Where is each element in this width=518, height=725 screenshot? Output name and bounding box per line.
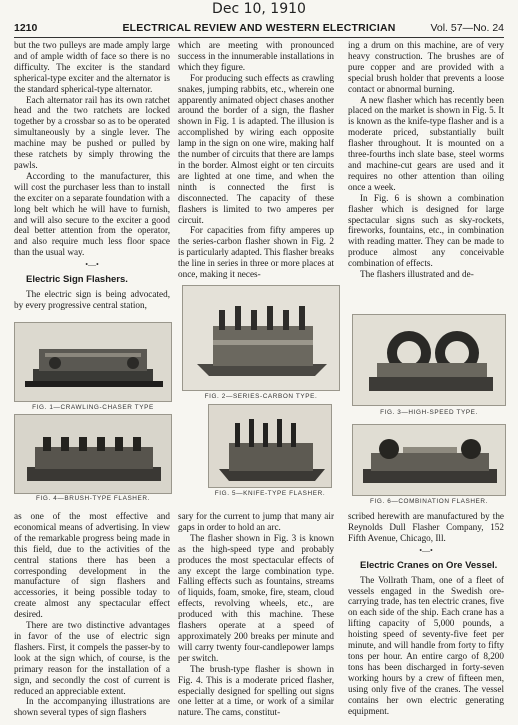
paragraph: The flasher shown in Fig. 3 is known as the high-speed type and probably produces the most spectacular effects of any except the large combination type. Falling effects such as fountains, streams of liquids, foam, smoke, fire, steam, cloud effects, revolving wheels, etc., are produced with this machine. These flashers operate at a speed of approximately 200 breaks per minute and will carry twenty four-candlepower lamps per switch. bbox=[178, 532, 334, 663]
figure-caption: FIG. 6—COMBINATION FLASHER. bbox=[370, 498, 488, 505]
page-number: 1210 bbox=[14, 22, 38, 34]
brush-type-flasher-photo bbox=[14, 414, 172, 494]
high-speed-flasher-photo bbox=[352, 314, 506, 406]
paragraph: sary for the current to jump that many air gaps in order to hold an arc. bbox=[178, 511, 334, 532]
figure-1 bbox=[14, 322, 172, 414]
figure-caption: FIG. 4—BRUSH-TYPE FLASHER. bbox=[36, 495, 150, 502]
bottom-column-3 bbox=[348, 511, 504, 716]
combination-flasher-photo bbox=[352, 424, 506, 496]
paragraph: A new flasher which has recently been placed on the market is shown in Fig. 5. It is known as the knife-type flasher and is a moderate priced, substantially built flasher throughout. It is mounted on a three-fourths inch slate base, steel worms and machine-cut gears are used and it requires no other attention than oiling once a week. bbox=[348, 94, 504, 192]
paragraph: For capacities from fifty amperes up the series-carbon flasher shown in Fig. 2 is particularly adapted. This flasher breaks the line in series in three or more places at once, making it neces- bbox=[178, 225, 334, 280]
paragraph: Each alternator rail has its own ratchet head and the two ratchets are locked together by a crossbar so as to be operated simultaneously by a single lever. The machine may be pushed or pulled by these ratchets by simply throwing the pawls. bbox=[14, 94, 170, 170]
figure-3 bbox=[352, 314, 506, 418]
figure-caption: FIG. 1—CRAWLING-CHASER TYPE bbox=[32, 404, 154, 411]
knife-type-flasher-photo bbox=[208, 404, 332, 488]
top-column-1 bbox=[14, 40, 170, 311]
figure-2 bbox=[182, 285, 340, 403]
paragraph: According to the manufacturer, this will cost the purchaser less than to install the exciter on a separate foundation with a long belt which he will have to furnish, and will also secure to the exciter a good deal better attention from the operator, and also require much less floor space than the usual way. bbox=[14, 170, 170, 258]
figure-caption: FIG. 5—KNIFE-TYPE FLASHER. bbox=[214, 490, 326, 497]
top-column-3 bbox=[348, 40, 504, 280]
paragraph: In the accompanying illustrations are shown several types of sign flashers bbox=[14, 696, 170, 718]
page-header bbox=[14, 22, 504, 36]
figure-caption: FIG. 2—SERIES-CARBON TYPE. bbox=[204, 393, 318, 400]
paragraph: ing a drum on this machine, are of very heavy construction. The brushes are of pure copper and are provided with a special brush holder that prevents a loose contact or abnormal burning. bbox=[348, 40, 504, 94]
paragraph: scribed herewith are manufactured by the Reynolds Dull Flasher Company, 152 Fifth Avenue, Chicago, Ill. bbox=[348, 511, 504, 543]
figure-caption: FIG. 3—HIGH-SPEED TYPE. bbox=[380, 409, 478, 416]
section-heading: Electric Sign Flashers. bbox=[26, 274, 128, 286]
paragraph: In Fig. 6 is shown a combination flasher which is designed for large spectacular signs such as sky-rockets, fireworks, fountains, etc., in combination with reading matter. They can be made to produce almost any conceivable combination of effects. bbox=[348, 192, 504, 269]
section-heading: Electric Cranes on Ore Vessel. bbox=[360, 559, 498, 571]
paragraph: The flashers illustrated and de- bbox=[360, 269, 474, 280]
figure-4 bbox=[14, 414, 172, 506]
paragraph: The Vollrath Tham, one of a fleet of vessels engaged in the Swedish ore-carrying trade, has ten electric cranes, five on each side of the ship. Each crane has a lifting capacity of 5,000 pounds, a hoisting speed of seventy-five feet per minute, and will handle from forty to fifty tons per hour. An entire cargo of 8,200 tons has been discharged in forty-seven working hours by a crew of fifteen men, using only five of the cranes. The vessel contains her own electric generating equipment. bbox=[348, 574, 504, 716]
date-stamp: Dec 10, 1910 bbox=[212, 1, 306, 17]
header-rule bbox=[14, 37, 504, 38]
paragraph: The brush-type flasher is shown in Fig. 4. This is a moderate priced flasher, especially designed for spelling out signs one letter at a time, or work of a similar nature. The cams, constitut- bbox=[178, 663, 334, 718]
figure-5 bbox=[208, 404, 332, 500]
bottom-column-2 bbox=[178, 511, 334, 718]
crawling-chaser-flasher-photo bbox=[14, 322, 172, 402]
paragraph: There are two distinctive advantages in favor of the use of electric sign flashers. First, it compels the passer-by to look at the sign which, of course, is the primary reason for the installation of a sign, and secondly the cost of current is reduced an appreciable extent. bbox=[14, 620, 170, 696]
figure-6 bbox=[352, 424, 506, 508]
top-column-2 bbox=[178, 40, 334, 280]
section-divider-ornament: •―• bbox=[419, 545, 433, 555]
paragraph: For producing such effects as crawling snakes, jumping rabbits, etc., wherein one apparently animated object chases another around the border of a sign, the flasher shown in Fig. 1 is adapted. The illusion is accomplished by wiring each opposite lamp in the sign on one wire, making half the number of circuits that there are lamps in the border. Almost eight or ten circuits are lighted at one time, and when the ninth is connected the first is disconnected. The capacity of these flashers is limited to two amperes per circuit. bbox=[178, 72, 334, 225]
journal-title: ELECTRICAL REVIEW AND WESTERN ELECTRICIAN bbox=[122, 22, 396, 34]
bottom-column-1 bbox=[14, 511, 170, 718]
paragraph: which are meeting with pronounced success in the innumerable installations in which they figure. bbox=[178, 40, 334, 72]
section-divider-ornament: •―• bbox=[85, 260, 99, 270]
paragraph: as one of the most effective and economical means of advertising. In view of the remarkable progress being made in this field, due to the activities of the central stations there has been a corresponding development in the manufacture of sign flashers and accessories, it being possible today to create almost any spectacular effect desired. bbox=[14, 511, 170, 620]
paragraph: The electric sign is being advocated, by every progressive central station, bbox=[14, 289, 170, 310]
volume-number: Vol. 57—No. 24 bbox=[430, 22, 504, 34]
series-carbon-flasher-photo bbox=[182, 285, 340, 391]
paragraph: but the two pulleys are made amply large and of ample width of face so there is no difficulty. The exciter is the standard spherical-type exciter and the alternator is the standard spherical-type alternator. bbox=[14, 40, 170, 94]
